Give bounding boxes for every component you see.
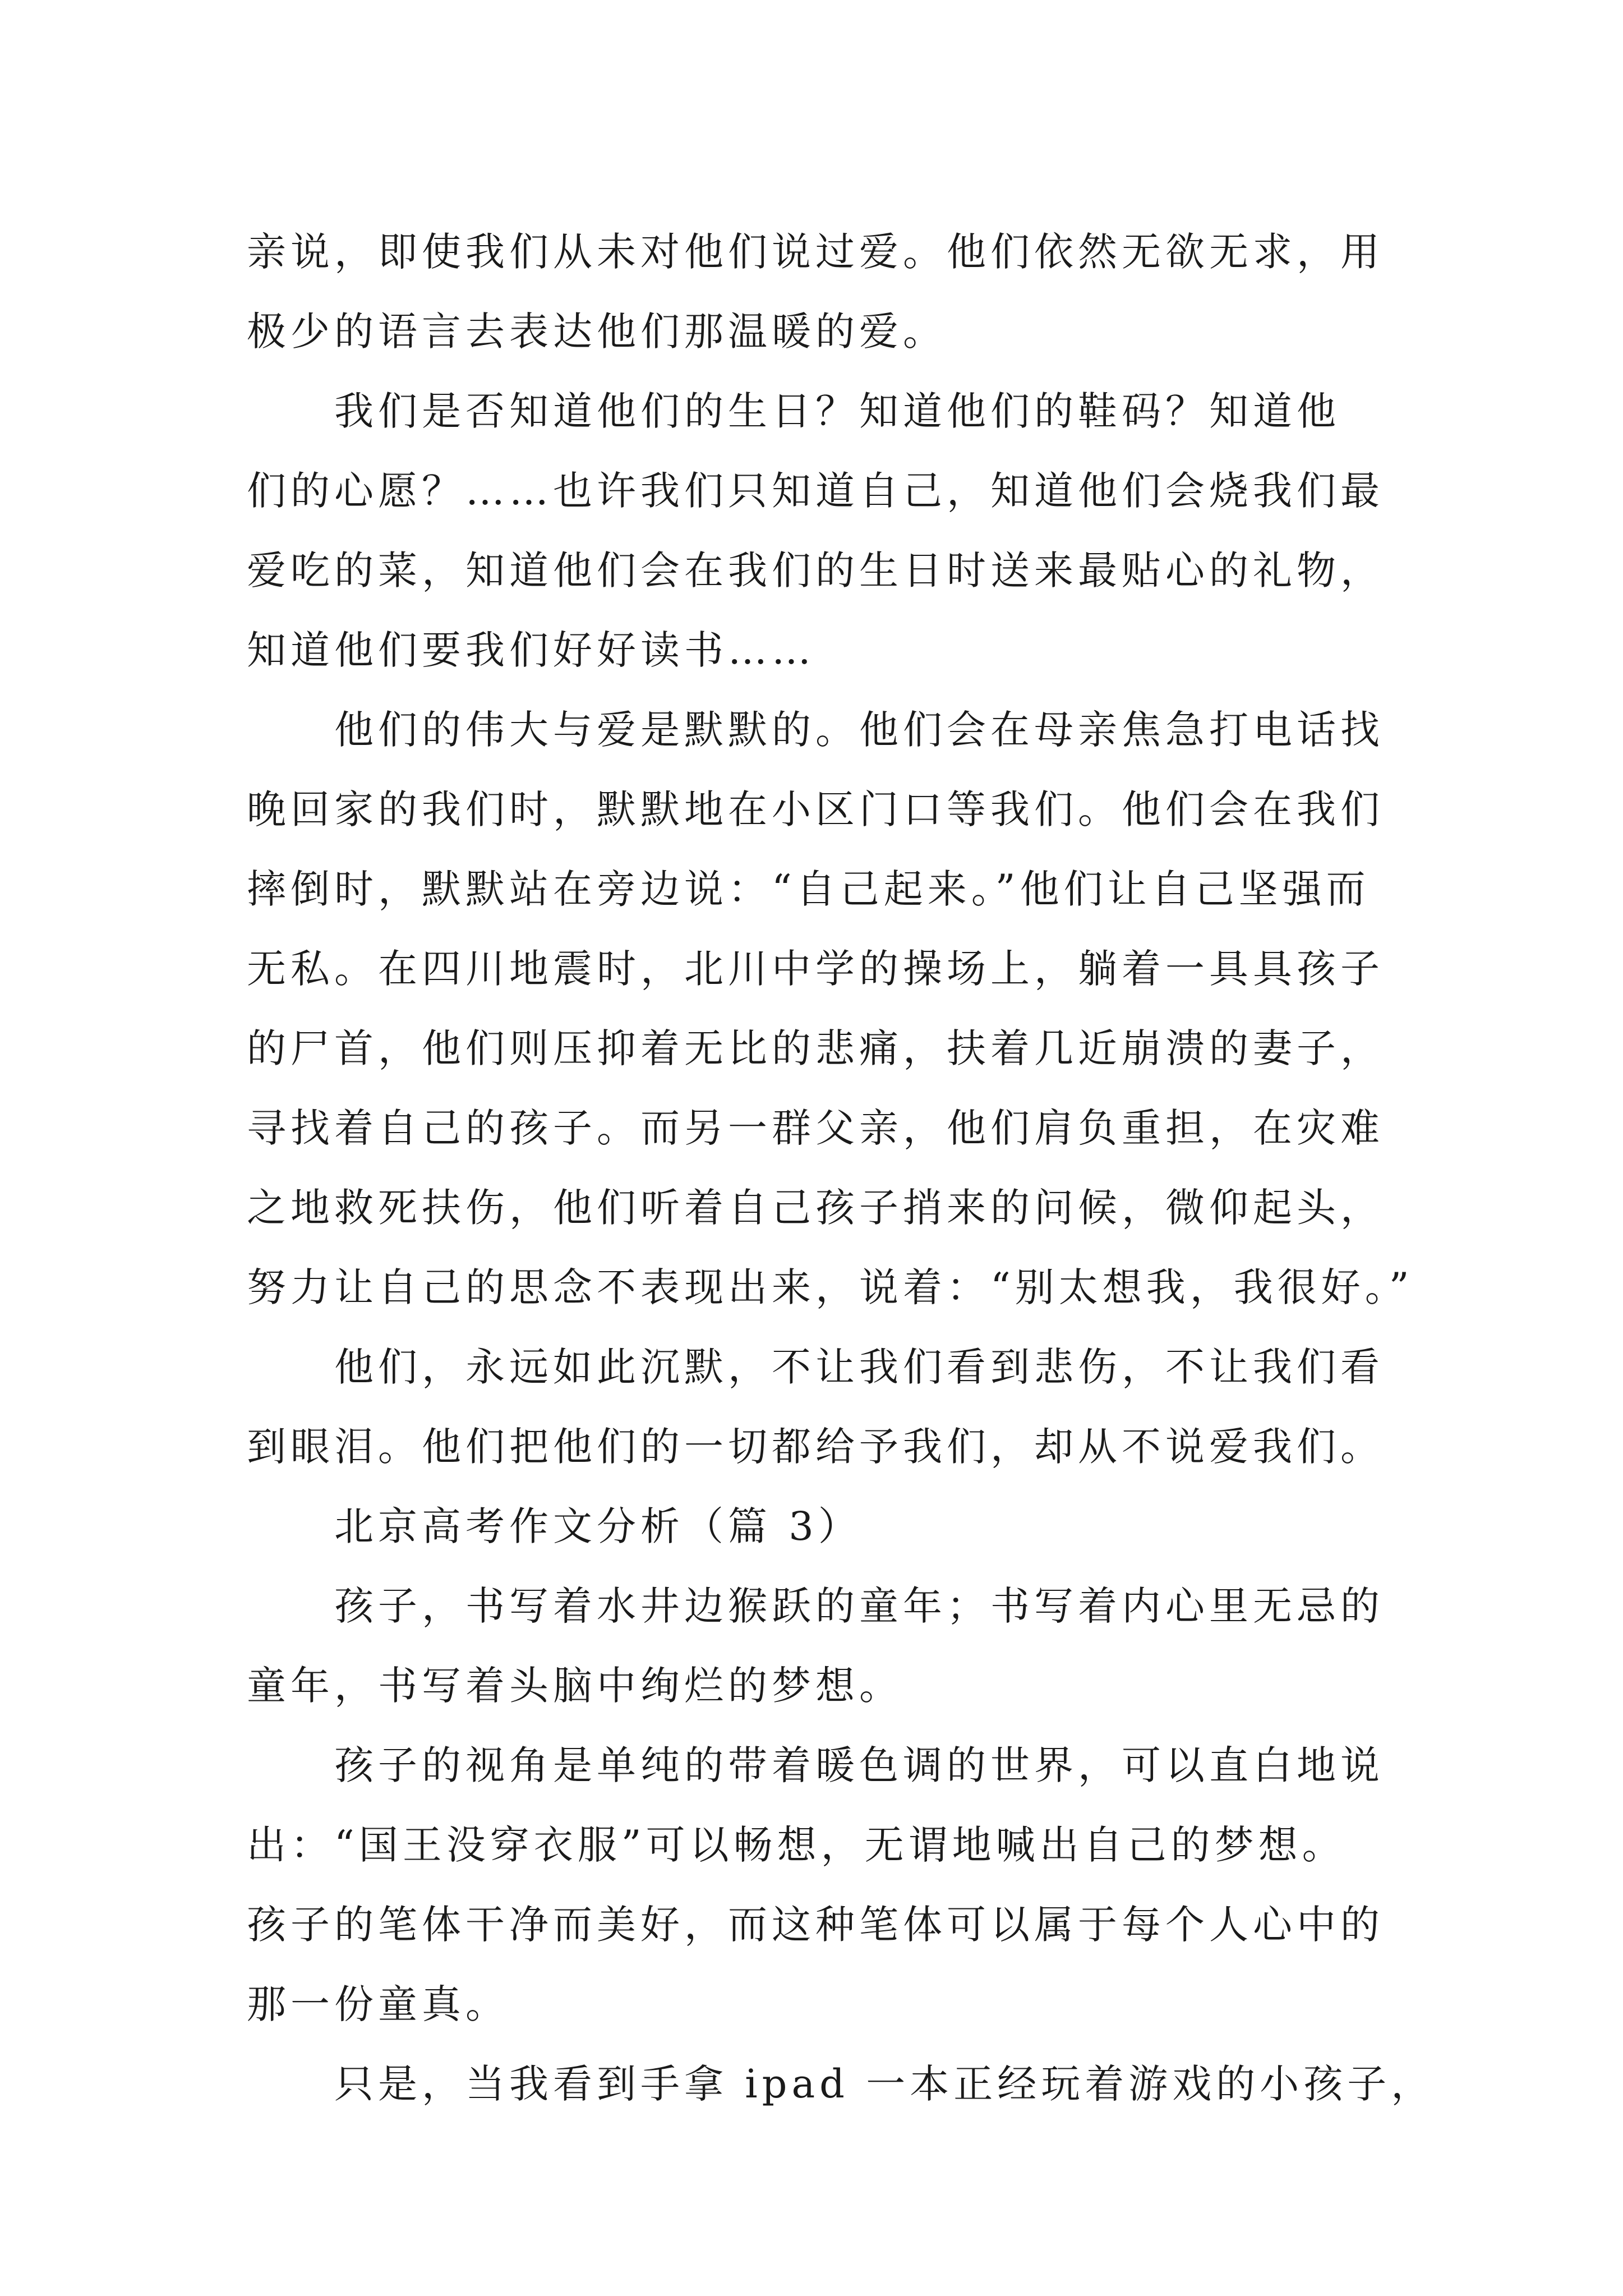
text-line: 的尸首，他们则压抑着无比的悲痛，扶着几近崩溃的妻子，	[247, 1025, 1384, 1071]
text-line: 童年，书写着头脑中绚烂的梦想。	[247, 1663, 903, 1709]
text-line: 们的心愿？……也许我们只知道自己，知道他们会烧我们最	[247, 468, 1384, 514]
text-line: 我们是否知道他们的生日？知道他们的鞋码？知道他	[334, 388, 1340, 434]
text-line: 爱吃的菜，知道他们会在我们的生日时送来最贴心的礼物，	[247, 547, 1384, 593]
text-line: 孩子的视角是单纯的带着暖色调的世界，可以直白地说	[334, 1742, 1384, 1788]
text-line: 他们的伟大与爱是默默的。他们会在母亲焦急打电话找	[334, 707, 1384, 753]
text-line: 摔倒时，默默站在旁边说：“自己起来。”他们让自己坚强而	[247, 866, 1370, 912]
text-line: 那一份童真。	[247, 1981, 509, 2027]
text-line: 孩子的笔体干净而美好，而这种笔体可以属于每个人心中的	[247, 1902, 1384, 1948]
text-line: 寻找着自己的孩子。而另一群父亲，他们肩负重担，在灾难	[247, 1105, 1384, 1151]
document-body	[247, 212, 1435, 2124]
text-line: 无私。在四川地震时，北川中学的操场上，躺着一具具孩子	[247, 946, 1384, 992]
text-line: 晚回家的我们时，默默地在小区门口等我们。他们会在我们	[247, 786, 1384, 832]
text-line: 只是，当我看到手拿 ipad 一本正经玩着游戏的小孩子，	[334, 2061, 1435, 2107]
section-heading: 北京高考作文分析（篇 3）	[334, 1503, 862, 1549]
text-line: 知道他们要我们好好读书……	[247, 627, 815, 673]
text-line: 极少的语言去表达他们那温暖的爱。	[247, 309, 947, 355]
text-line: 到眼泪。他们把他们的一切都给予我们，却从不说爱我们。	[247, 1424, 1384, 1470]
text-line: 亲说，即使我们从未对他们说过爱。他们依然无欲无求，用	[247, 229, 1384, 275]
text-line: 他们，永远如此沉默，不让我们看到悲伤，不让我们看	[334, 1344, 1384, 1390]
text-line: 孩子，书写着水井边猴跃的童年；书写着内心里无忌的	[334, 1583, 1384, 1629]
text-line: 努力让自己的思念不表现出来，说着：“别太想我，我很好。”	[247, 1264, 1414, 1310]
text-line: 之地救死扶伤，他们听着自己孩子捎来的问候，微仰起头，	[247, 1185, 1384, 1231]
text-line: 出：“国王没穿衣服”可以畅想，无谓地喊出自己的梦想。	[247, 1822, 1346, 1868]
